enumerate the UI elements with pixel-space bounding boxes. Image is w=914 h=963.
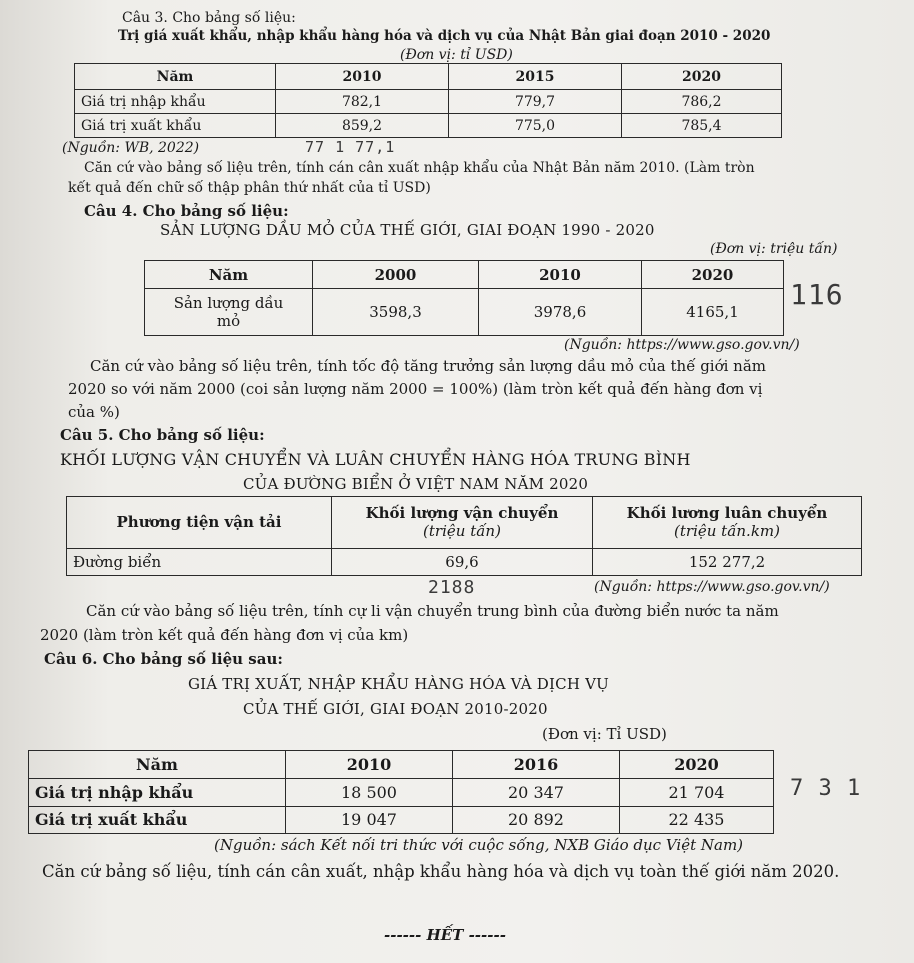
q3-source: (Nguồn: WB, 2022)	[62, 140, 200, 156]
q4-row-label-line1: Sản lượng dầu	[173, 294, 284, 313]
q6-unit: (Đơn vị: Tỉ USD)	[542, 725, 667, 743]
q3-title: Trị giá xuất khẩu, nhập khẩu hàng hóa và dịch vụ của Nhật Bản giai đoạn 2010 - 2020	[118, 28, 771, 44]
q6-question-line1: Căn cứ bảng số liệu, tính cán cân xuất, nhập khẩu hàng hóa và dịch vụ toàn thế giới năm 2020.	[42, 862, 840, 881]
q4-header-cell: 2010	[479, 261, 642, 289]
q5-header-cell	[332, 497, 593, 549]
q6-handwriting: 7 3 1	[790, 776, 862, 801]
q4-question-line2: 2020 so với năm 2000 (coi sản lượng năm 2000 = 100%) (làm tròn kết quả đến hàng đơn vị	[68, 380, 763, 398]
q4-header-cell: Năm	[145, 261, 313, 289]
q6-header-cell: 2020	[620, 751, 774, 779]
q4-unit: (Đơn vị: triệu tấn)	[710, 241, 838, 257]
q3-heading: Câu 3. Cho bảng số liệu:	[122, 10, 296, 26]
q3-cell: 775,0	[449, 114, 622, 138]
q4-cell: 3978,6	[479, 289, 642, 336]
q6-header-cell: 2016	[453, 751, 620, 779]
q5-col3-title: Khối lương luân chuyển	[626, 504, 828, 523]
q5-source: (Nguồn: https://www.gso.gov.vn/)	[594, 579, 830, 595]
q4-question-line1: Căn cứ vào bảng số liệu trên, tính tốc độ tăng trưởng sản lượng dầu mỏ của thế giới năm	[90, 357, 767, 375]
q4-title: SẢN LƯỢNG DẦU MỎ CỦA THẾ GIỚI, GIAI ĐOẠN 1990 - 2020	[160, 221, 655, 239]
q3-table	[74, 63, 782, 138]
q5-heading: Câu 5. Cho bảng số liệu:	[60, 426, 265, 444]
q3-header-cell: Năm	[75, 64, 276, 90]
q3-row-label: Giá trị xuất khẩu	[75, 114, 276, 138]
q4-cell: 4165,1	[642, 289, 784, 336]
q4-table	[144, 260, 784, 336]
q5-cell: 69,6	[332, 548, 593, 575]
q3-question-line2: kết quả đến chữ số thập phân thứ nhất của tỉ USD)	[68, 180, 431, 196]
q4-question-line3: của %)	[68, 403, 120, 421]
q3-unit: (Đơn vị: tỉ USD)	[400, 47, 513, 63]
q6-cell: 19 047	[286, 806, 453, 833]
q3-header-cell: 2020	[622, 64, 782, 90]
q3-cell: 785,4	[622, 114, 782, 138]
q4-header-cell: 2000	[313, 261, 479, 289]
q4-row-label	[145, 289, 313, 336]
q5-table	[66, 496, 862, 576]
q6-cell: 21 704	[620, 779, 774, 806]
q6-source: (Nguồn: sách Kết nối tri thức với cuộc sống, NXB Giáo dục Việt Nam)	[214, 836, 744, 854]
q6-title-line1: GIÁ TRỊ XUẤT, NHẬP KHẨU HÀNG HÓA VÀ DỊCH VỤ	[188, 675, 609, 693]
q3-row-label: Giá trị nhập khẩu	[75, 90, 276, 114]
q3-cell: 859,2	[276, 114, 449, 138]
q4-cell: 3598,3	[313, 289, 479, 336]
q4-header-cell: 2020	[642, 261, 784, 289]
q5-title-line1: KHỐI LƯỢNG VẬN CHUYỂN VÀ LUÂN CHUYỂN HÀNG HÓA TRUNG BÌNH	[60, 450, 691, 469]
q6-cell: 20 892	[453, 806, 620, 833]
q4-handwriting: 116	[790, 278, 844, 311]
q3-header-cell: 2015	[449, 64, 622, 90]
q5-question-line2: 2020 (làm tròn kết quả đến hàng đơn vị của km)	[40, 626, 409, 644]
q6-row-label: Giá trị xuất khẩu	[29, 806, 286, 833]
end-marker: ------ HẾT ------	[384, 926, 506, 944]
q5-header-cell	[593, 497, 862, 549]
q5-col2-title: Khối lượng vận chuyển	[365, 504, 559, 523]
q5-col2-unit: (triệu tấn)	[423, 522, 501, 541]
q6-title-line2: CỦA THẾ GIỚI, GIAI ĐOẠN 2010-2020	[243, 700, 548, 718]
q6-heading: Câu 6. Cho bảng số liệu sau:	[44, 650, 283, 668]
q5-handwriting: 2188	[428, 577, 476, 598]
q6-cell: 22 435	[620, 806, 774, 833]
q3-cell: 786,2	[622, 90, 782, 114]
q5-question-line1: Căn cứ vào bảng số liệu trên, tính cự li vận chuyển trung bình của đường biển nước ta năm	[86, 602, 779, 620]
q4-source: (Nguồn: https://www.gso.gov.vn/)	[564, 337, 800, 353]
q6-cell: 18 500	[286, 779, 453, 806]
q3-handwriting: 77 1 77,1	[305, 138, 396, 156]
q3-question-line1: Căn cứ vào bảng số liệu trên, tính cán cân xuất nhập khẩu của Nhật Bản năm 2010. (Làm tròn	[84, 160, 755, 176]
q5-title-line2: CỦA ĐƯỜNG BIỂN Ở VIỆT NAM NĂM 2020	[243, 475, 589, 493]
q5-cell: 152 277,2	[593, 548, 862, 575]
q3-header-cell: 2010	[276, 64, 449, 90]
q6-row-label: Giá trị nhập khẩu	[29, 779, 286, 806]
q6-table	[28, 750, 774, 834]
q3-cell: 782,1	[276, 90, 449, 114]
q5-header-cell: Phương tiện vận tải	[67, 497, 332, 549]
q4-heading: Câu 4. Cho bảng số liệu:	[84, 202, 289, 220]
q6-header-cell: Năm	[29, 751, 286, 779]
q5-col3-unit: (triệu tấn.km)	[674, 522, 780, 541]
q6-header-cell: 2010	[286, 751, 453, 779]
q3-cell: 779,7	[449, 90, 622, 114]
q6-cell: 20 347	[453, 779, 620, 806]
q5-row-label: Đường biển	[67, 548, 332, 575]
q4-row-label-line2: mỏ	[216, 312, 241, 331]
